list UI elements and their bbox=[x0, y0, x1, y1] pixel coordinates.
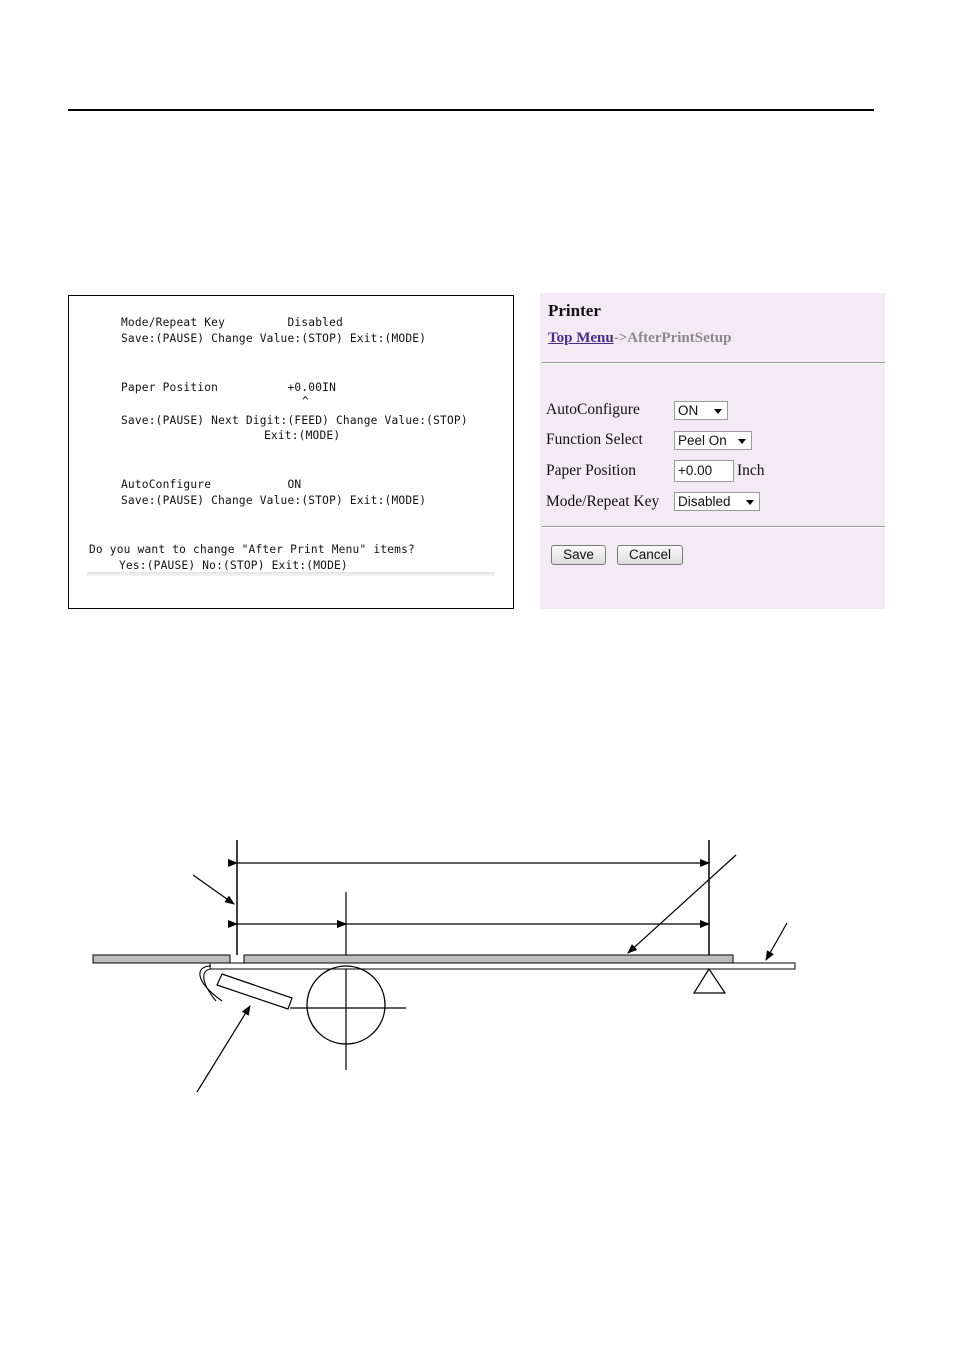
leader-arrow bbox=[628, 855, 736, 953]
printout-line: Save:(PAUSE) Next Digit:(FEED) Change Value:(STOP) bbox=[121, 414, 468, 427]
mode-repeat-key-label: Mode/Repeat Key bbox=[546, 493, 660, 510]
autoconfigure-select[interactable] bbox=[674, 401, 728, 420]
mode-repeat-key-value: Disabled bbox=[678, 494, 731, 509]
paper-feed-line bbox=[87, 572, 495, 576]
printout-line: Paper Position +0.00IN bbox=[121, 381, 336, 394]
backing-paper-curl bbox=[204, 969, 216, 1001]
peel-bar bbox=[217, 974, 292, 1009]
breadcrumb bbox=[548, 330, 731, 347]
sensor-triangle-icon bbox=[694, 969, 725, 993]
printout-caret: ^ bbox=[302, 395, 309, 408]
function-select-dropdown[interactable] bbox=[674, 431, 752, 450]
header-rule bbox=[68, 109, 874, 111]
panel-title: Printer bbox=[548, 301, 601, 320]
printout-line: Do you want to change "After Print Menu" items? bbox=[89, 543, 415, 556]
peel-mechanism-diagram bbox=[0, 820, 954, 1110]
leader-arrow bbox=[766, 923, 787, 960]
mode-repeat-key-select[interactable] bbox=[674, 492, 760, 511]
autoconfigure-label: AutoConfigure bbox=[546, 401, 640, 418]
paper-position-label: Paper Position bbox=[546, 462, 636, 479]
cancel-button[interactable]: Cancel bbox=[617, 545, 683, 565]
backing-paper bbox=[210, 963, 795, 969]
left-plate bbox=[93, 955, 230, 963]
label-plate bbox=[244, 955, 733, 963]
printout-line: Save:(PAUSE) Change Value:(STOP) Exit:(MODE) bbox=[121, 494, 427, 507]
divider bbox=[542, 526, 885, 528]
paper-position-input[interactable]: +0.00 bbox=[674, 460, 734, 482]
paper-position-unit: Inch bbox=[737, 462, 765, 479]
save-button[interactable]: Save bbox=[551, 545, 606, 565]
chevron-down-icon bbox=[738, 439, 746, 444]
function-select-label: Function Select bbox=[546, 431, 643, 448]
printout-line: Yes:(PAUSE) No:(STOP) Exit:(MODE) bbox=[119, 559, 348, 572]
leader-arrow bbox=[193, 875, 234, 904]
printout-line: Exit:(MODE) bbox=[264, 429, 341, 442]
printout-line: Mode/Repeat Key Disabled bbox=[121, 316, 343, 329]
top-menu-link[interactable]: Top Menu bbox=[548, 330, 614, 346]
printout-line: Save:(PAUSE) Change Value:(STOP) Exit:(MODE) bbox=[121, 332, 427, 345]
leader-arrow bbox=[197, 1006, 250, 1092]
chevron-down-icon bbox=[746, 500, 754, 505]
web-settings-panel bbox=[540, 293, 885, 609]
divider bbox=[542, 362, 885, 364]
chevron-down-icon bbox=[714, 409, 722, 414]
autoconfigure-value: ON bbox=[678, 403, 699, 418]
printout-sample bbox=[68, 295, 514, 609]
printout-line: AutoConfigure ON bbox=[121, 478, 302, 491]
breadcrumb-current: ->AfterPrintSetup bbox=[613, 330, 732, 346]
function-select-value: Peel On bbox=[678, 433, 727, 448]
